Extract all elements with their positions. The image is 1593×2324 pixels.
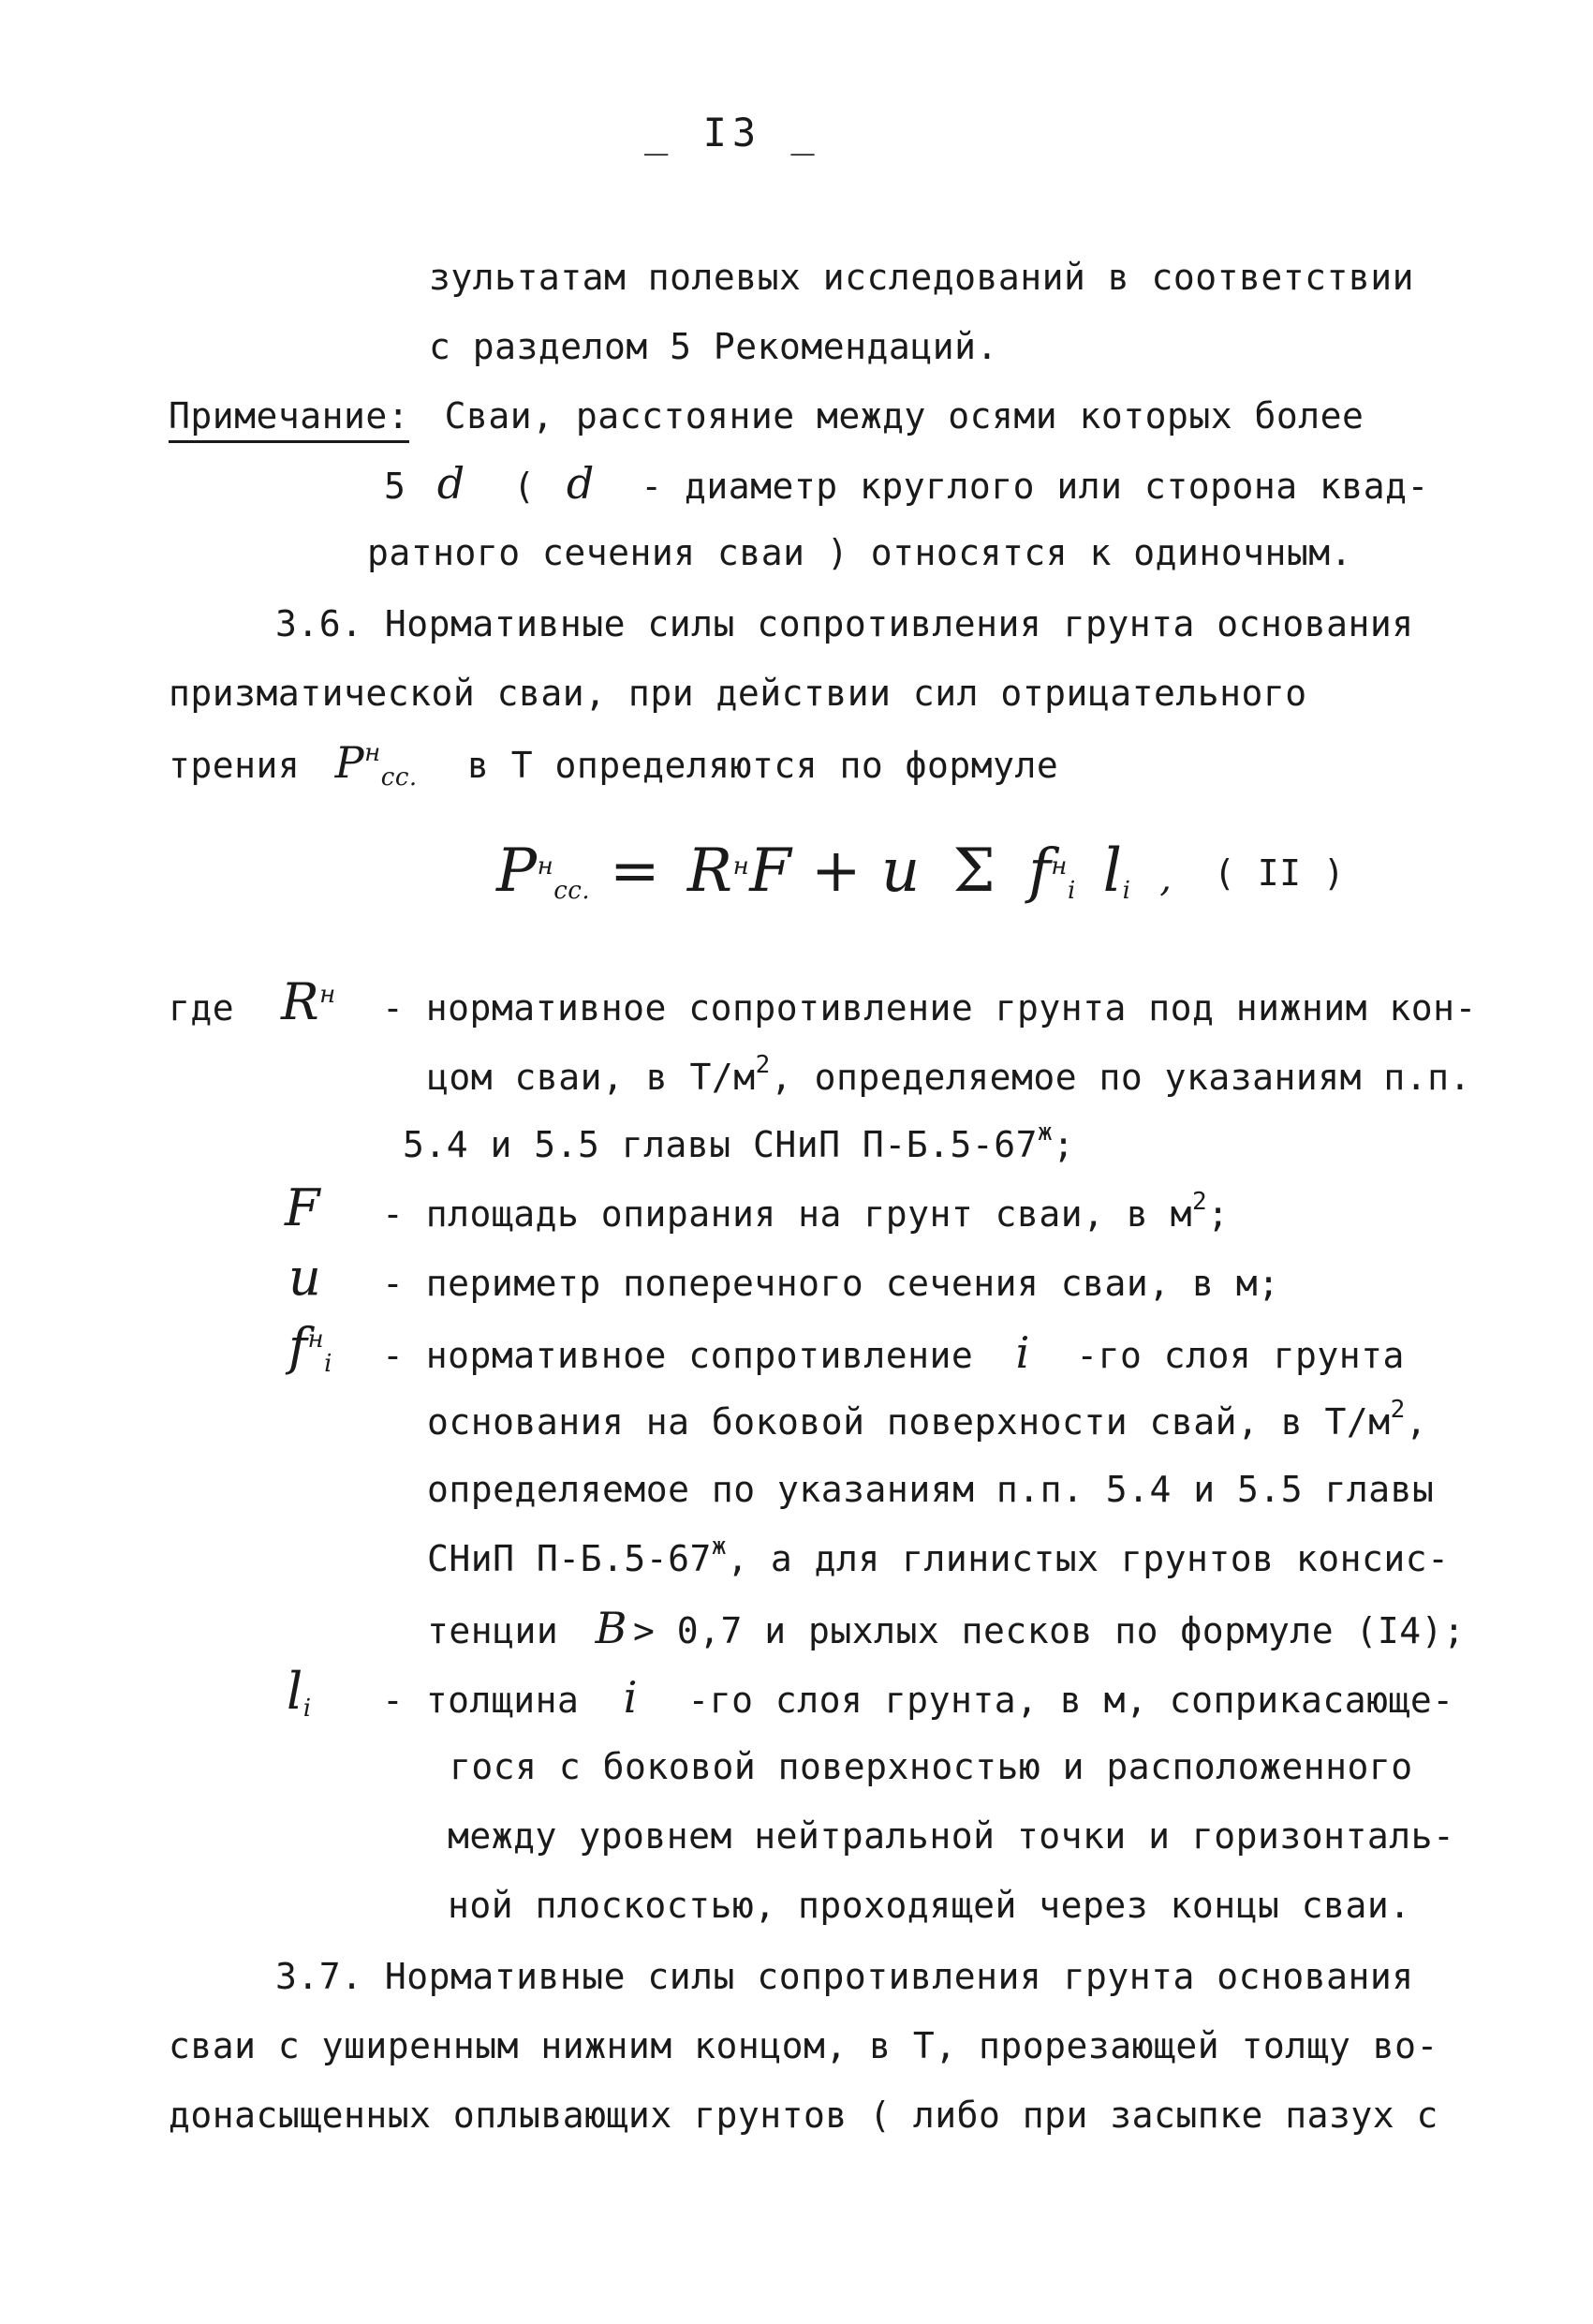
def-li-i-symbol: i xyxy=(623,1672,639,1723)
note-paren: ( xyxy=(513,466,536,507)
def-li-line-2: гося с боковой поверхностью и расположенного xyxy=(450,1746,1413,1787)
def-fi-i-symbol: i xyxy=(1015,1327,1030,1378)
section-37-line-3: донасыщенных оплывающих грунтов ( либо при засыпке пазух с xyxy=(169,2095,1438,2136)
note-num: 5 xyxy=(384,466,406,507)
def-fi-line-4: СНиП $П-Б.5-67^ж$, а для глинистых грунтов консис- xyxy=(427,1532,1450,1579)
def-li-line-4: ной плоскостью, проходящей через концы сваи. xyxy=(448,1885,1411,1926)
formula-11 xyxy=(496,834,1172,916)
section-36-line-1: 3.6. Нормативные силы сопротивления грунта основания xyxy=(275,603,1414,644)
formula-lhs: $P^н_{cc.}$ xyxy=(496,836,591,906)
formula-f: F xyxy=(749,836,792,906)
def-fi-line-5: тенции B > 0,7 и рыхлых песков по формуле (I4); xyxy=(427,1603,1466,1653)
section-36-trenia: трения xyxy=(169,745,301,786)
formula-comma: , xyxy=(1159,857,1173,900)
formula-number: ( II ) xyxy=(1214,852,1346,894)
note-d-symbol: d xyxy=(436,458,465,509)
def-u-line: - периметр поперечного сечения сваи, в м; xyxy=(382,1263,1280,1304)
note-text-2: - диаметр круглого или сторона квад- xyxy=(641,466,1429,507)
def-r-symbol: $R^н$ xyxy=(281,972,336,1031)
formula-plus: + xyxy=(810,836,863,906)
def-f-line: - площадь опирания на грунт сваи, в $м^2$; xyxy=(382,1187,1230,1235)
formula-li: $l_i$ xyxy=(1102,836,1131,906)
formula-fi: $f^н_i$ xyxy=(1028,836,1076,906)
note-text-1: Сваи, расстояние между осями которых более xyxy=(444,395,1364,437)
def-r-line-2: цом сваи, в $Т/м^2$, определяемое по указаниям п.п. xyxy=(427,1050,1471,1098)
section-37-line-2: сваи с уширенным нижним концом, в Т, прорезающей толщу во- xyxy=(169,2025,1438,2066)
def-u-symbol: u xyxy=(288,1248,322,1307)
section-36-line-3 xyxy=(169,737,1059,792)
def-li-line-3: между уровнем нейтральной точки и горизонталь- xyxy=(448,1815,1455,1857)
section-36-line-2: призматической сваи, при действии сил отрицательного xyxy=(169,673,1307,714)
note-line-1 xyxy=(169,393,1364,438)
def-b-symbol: B xyxy=(595,1603,627,1653)
formula-eq: = xyxy=(609,836,661,906)
def-r-line-3: 5.4 и 5.5 главы СНиП $П-Б.5-67^ж$; xyxy=(403,1118,1075,1165)
def-f-symbol: F xyxy=(285,1178,320,1237)
def-fi-line-3: определяемое по указаниям п.п. 5.4 и 5.5 главы xyxy=(427,1469,1435,1510)
formula-u: u xyxy=(880,836,921,906)
note-line-2 xyxy=(384,458,1429,509)
where-label: где xyxy=(169,987,235,1029)
formula-r: $R^н$ xyxy=(686,836,750,906)
note-d-symbol-2: d xyxy=(566,458,595,509)
def-li-symbol: $l_i$ xyxy=(287,1662,312,1723)
def-fi-line-2: основания на боковой поверхности свай, в $Т/м^2$, xyxy=(427,1395,1428,1443)
section-36-text: в Т определяются по формуле xyxy=(467,745,1059,786)
section-37-line-1: 3.7. Нормативные силы сопротивления грунта основания xyxy=(275,1956,1414,1997)
page-number: _ I3 _ xyxy=(644,110,820,155)
intro-line-2: с разделом 5 Рекомендаций. xyxy=(429,326,998,367)
pcc-symbol: $P^н_{cc.}$ xyxy=(334,737,418,792)
intro-line-1: зультатам полевых исследований в соответствии xyxy=(429,257,1415,298)
note-label: Примечание: xyxy=(169,395,409,443)
note-line-3: ратного сечения сваи ) относятся к одиночным. xyxy=(367,532,1353,573)
def-fi-symbol: $f^н_i$ xyxy=(288,1317,332,1378)
formula-sum: Σ xyxy=(952,836,996,906)
def-r-line-1: - нормативное сопротивление грунта под нижним кон- xyxy=(382,987,1477,1029)
def-li-line-1: - толщина i -го слоя грунта, в м, соприкасающе- xyxy=(382,1672,1454,1723)
def-fi-line-1: - нормативное сопротивление i -го слоя грунта xyxy=(382,1327,1405,1378)
